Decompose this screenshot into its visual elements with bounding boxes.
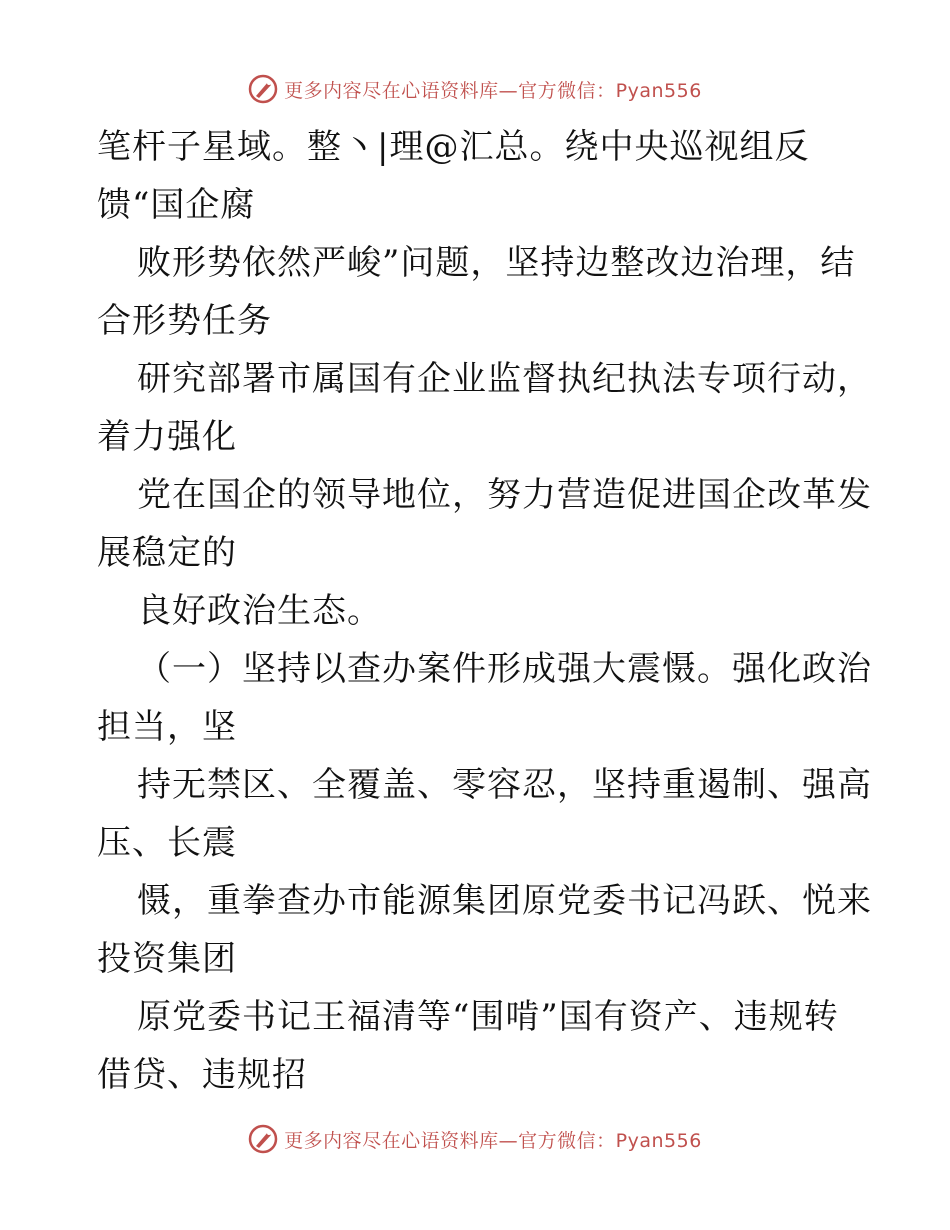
text-line: （一）坚持以查办案件形成强大震慑。强化政治 — [137, 649, 872, 689]
text-line: 败形势依然严峻”问题，坚持边整改边治理，结 — [137, 243, 856, 283]
text-line: 研究部署市属国有企业监督执纪执法专项行动， — [137, 359, 872, 399]
watermark-header — [0, 74, 950, 104]
text-line: 持无禁区、全覆盖、零容忍，坚持重遏制、强高 — [137, 765, 872, 805]
text-line: 笔杆子星域。整丶|理@汇总。绕中央巡视组反 — [97, 127, 810, 167]
text-line: 党在国企的领导地位，努力营造促进国企改革发 — [137, 475, 872, 515]
text-line: 合形势任务 — [97, 301, 272, 341]
text-line: 投资集团 — [97, 939, 237, 979]
text-line: 担当，坚 — [97, 707, 237, 747]
text-line: 原党委书记王福清等“围啃”国有资产、违规转 — [137, 997, 839, 1037]
document-body — [97, 118, 872, 1104]
text-line: 良好政治生态。 — [137, 591, 382, 631]
watermark-text: 更多内容尽在心语资料库—官方微信：Pyan556 — [284, 1129, 702, 1152]
pen-logo-icon — [248, 1124, 278, 1154]
text-line: 慑，重拳查办市能源集团原党委书记冯跃、悦来 — [137, 881, 872, 921]
text-line: 展稳定的 — [97, 533, 237, 573]
watermark-footer — [0, 1124, 950, 1154]
text-line: 压、长震 — [97, 823, 237, 863]
text-line: 着力强化 — [97, 417, 237, 457]
text-line: 馈“国企腐 — [97, 185, 256, 225]
text-line: 借贷、违规招 — [97, 1055, 307, 1095]
pen-logo-icon — [248, 74, 278, 104]
watermark-text: 更多内容尽在心语资料库—官方微信：Pyan556 — [284, 79, 702, 102]
